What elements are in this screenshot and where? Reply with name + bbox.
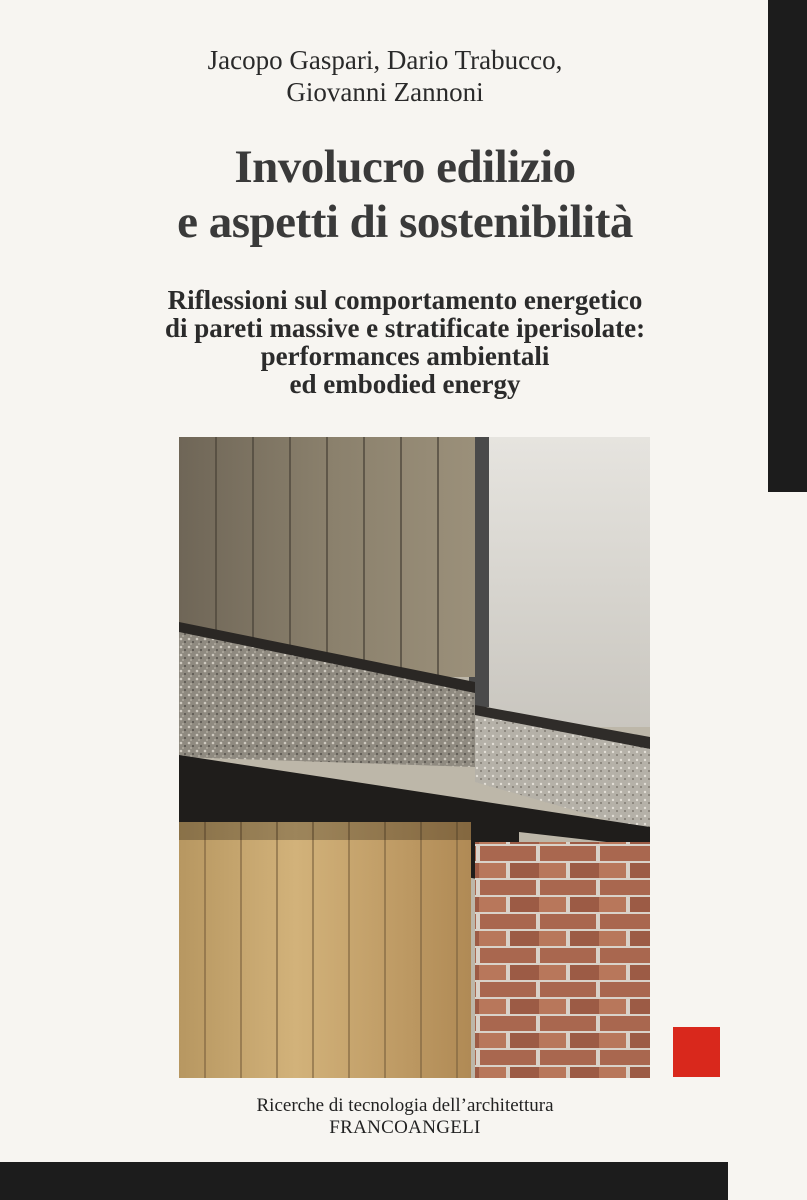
title-line-1: Involucro edilizio <box>234 141 576 193</box>
accent-red-square <box>673 1027 720 1077</box>
spine-bar <box>768 0 807 492</box>
series-name: Ricerche di tecnologia dell’architettura <box>256 1095 554 1116</box>
book-subtitle <box>100 286 710 398</box>
authors-line-2: Giovanni Zannoni <box>286 77 484 107</box>
title-line-2: e aspetti di sostenibilità <box>177 196 633 248</box>
subtitle-line-1: Riflessioni sul comportamento energetico <box>167 285 643 315</box>
publisher-name: FRANCOANGELI <box>329 1117 481 1138</box>
cover-photo <box>179 437 650 1078</box>
subtitle-line-3: performances ambientali <box>260 341 550 371</box>
subtitle-line-4: ed embodied energy <box>289 369 521 399</box>
authors <box>150 44 620 108</box>
authors-line-1: Jacopo Gaspari, Dario Trabucco, <box>207 45 563 75</box>
bottom-bar <box>0 1162 728 1200</box>
subtitle-line-2: di pareti massive e stratificate iperisolate: <box>164 313 646 343</box>
book-title <box>80 140 730 250</box>
